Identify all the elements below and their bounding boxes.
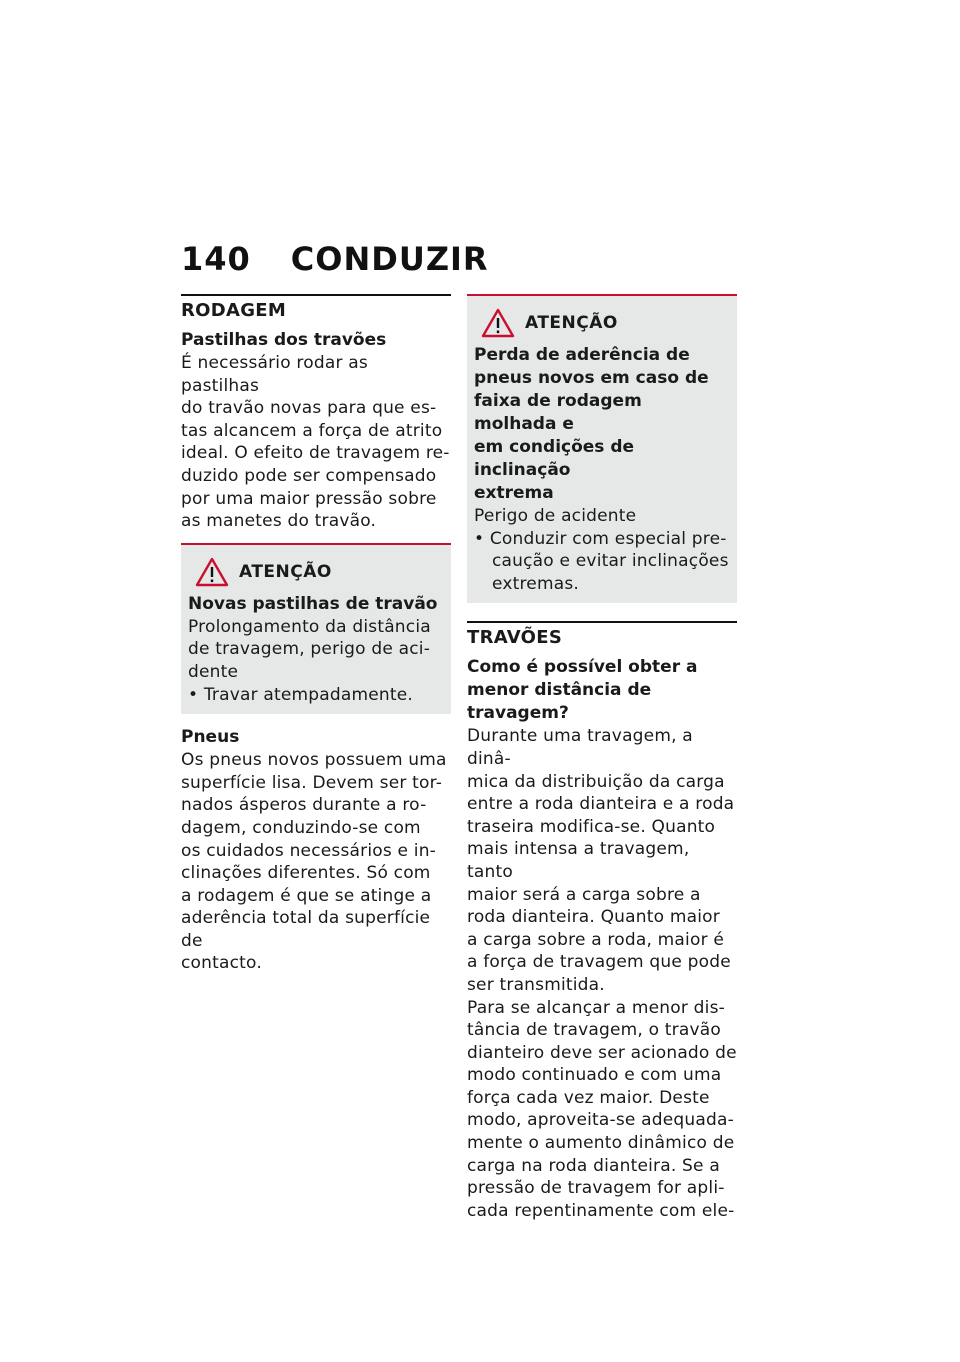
warning-subtitle: Novas pastilhas de travão: [188, 593, 438, 614]
page-number: 140: [181, 240, 251, 278]
paragraph-pastilhas: É necessário rodar as pastilhas do travão novas para que es- tas alcancem a força de atrito ideal. O efeito de travagem re- duzido pode ser compensado por uma maior pressão sobre as manetes do travão.: [181, 353, 450, 532]
warning-box-pneus: [467, 294, 737, 603]
warning-triangle-icon: [481, 308, 515, 338]
section-title-rodagem: RODAGEM: [181, 300, 287, 321]
warning-bullet: • Conduzir com especial pre- caução e evitar inclinações extremas.: [474, 528, 729, 594]
left-column: [181, 294, 451, 975]
subheading-pastilhas: Pastilhas dos travões: [181, 330, 387, 350]
warning-title: ATENÇÃO: [525, 313, 618, 333]
section-divider: [181, 294, 451, 296]
warning-subtitle: Perda de aderência de pneus novos em caso de faixa de rodagem molhada e em condições de inclinação extrema: [474, 345, 709, 503]
paragraph-dinamica: Durante uma travagem, a dinâ- mica da distribuição da carga entre a roda dianteira e a roda traseira modifica-se. Quanto mais intensa a travagem, tanto maior será a carga sobre a roda dianteira. Quanto maior a carga sobre a roda, maior é a força de travagem que pode ser transmitida.: [467, 726, 735, 995]
warning-text: Prolongamento da distância de travagem, perigo de aci- dente: [188, 616, 431, 682]
warning-bullet: • Travar atempadamente.: [188, 684, 414, 705]
warning-text: Perigo de acidente: [474, 506, 637, 526]
warning-title: ATENÇÃO: [239, 561, 332, 582]
subheading-travagem: Como é possível obter a menor distância de travagem?: [467, 657, 698, 724]
chapter-title: CONDUZIR: [290, 240, 489, 278]
page-header: [181, 240, 489, 278]
warning-box-pastilhas: [181, 543, 451, 714]
paragraph-distancia: Para se alcançar a menor dis- tância de travagem, o travão dianteiro deve ser acionado de modo continuado e com uma força cada vez maior. Deste modo, aproveita-se adequada- mente o aumento dinâmico de carga na roda dianteira. Se a pressão de travagem for apli- cada repentinamente com ele-: [467, 997, 737, 1221]
section-title-travoes: TRAVÕES: [467, 627, 563, 649]
section-divider: [467, 621, 737, 623]
paragraph-pneus: Os pneus novos possuem uma superfície lisa. Devem ser tor- nados ásperos durante a ro- dagem, conduzindo-se com os cuidados necessários e in- clinações diferentes. Só com a rodagem é que se atinge a aderência total da superfície de contacto.: [181, 750, 447, 974]
warning-triangle-icon: [195, 557, 229, 587]
subheading-pneus: Pneus: [181, 727, 240, 748]
right-column: [467, 294, 737, 1222]
